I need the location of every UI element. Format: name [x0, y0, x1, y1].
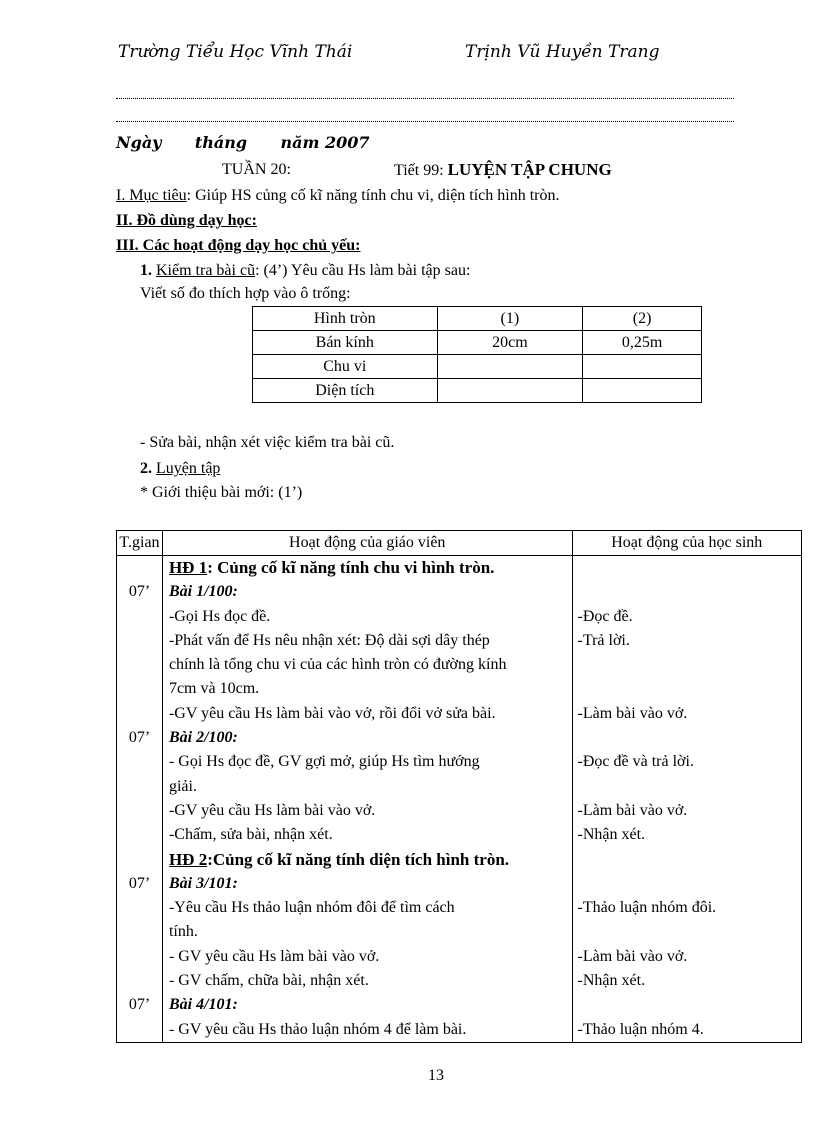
time-column	[117, 556, 163, 1043]
lesson-prefix: Tiết 99:	[394, 162, 448, 179]
student-line: -Nhận xét.	[577, 826, 646, 844]
practice-label: Luyện tập	[156, 460, 221, 477]
school-name: Trường Tiểu Học Vĩnh Thái	[118, 42, 353, 62]
student-line	[573, 920, 801, 944]
teacher-line: - GV yêu cầu Hs thảo luận nhóm 4 để làm bài.	[168, 1020, 467, 1038]
objective-text: : Giúp HS củng cố kĩ năng tính chu vi, diện tích hình tròn.	[186, 187, 560, 204]
activity-title: :Củng cố kĩ năng tính diện tích hình tròn.	[207, 849, 510, 869]
student-line	[573, 872, 801, 896]
activity-title: : Củng cố kĩ năng tính chu vi hình tròn.	[207, 558, 495, 577]
student-line	[573, 726, 801, 750]
time-cell: 07’	[128, 729, 151, 747]
teacher-line: -GV yêu cầu Hs làm bài vào vở, rồi đổi vở sửa bài.	[168, 704, 496, 722]
circle-table-cell	[583, 379, 702, 403]
practice-heading	[140, 459, 220, 479]
header-time: T.gian	[117, 531, 163, 556]
time-cell	[117, 848, 162, 872]
teacher-line: 7cm và 10cm.	[168, 680, 260, 698]
circle-table-cell: Diện tích	[253, 379, 438, 403]
objective-label: I. Mục tiêu	[116, 187, 187, 204]
time-cell	[117, 750, 162, 774]
teacher-name: Trịnh Vũ Huyền Trang	[465, 42, 660, 62]
time-cell	[117, 775, 162, 799]
time-cell: 07’	[128, 874, 151, 892]
circle-table-cell: Bán kính	[253, 331, 438, 355]
student-line: -Làm bài vào vở.	[577, 704, 688, 722]
time-cell	[117, 556, 162, 580]
student-column	[572, 556, 801, 1043]
activity-table	[116, 530, 802, 1043]
review-task: Viết số đo thích hợp vào ô trống:	[140, 285, 351, 302]
time-cell: 07’	[128, 996, 151, 1014]
circle-table-cell	[583, 355, 702, 379]
review-number: 1.	[140, 262, 156, 279]
time-cell	[117, 1018, 162, 1042]
header-student: Hoạt động của học sinh	[572, 531, 801, 556]
time-cell: 07’	[128, 583, 151, 601]
time-cell	[117, 677, 162, 701]
student-line	[573, 775, 801, 799]
student-line: -Nhận xét.	[577, 972, 646, 990]
lesson-date: Ngày tháng năm 2007	[116, 133, 370, 152]
time-cell	[117, 920, 162, 944]
student-line: -Thảo luận nhóm đôi.	[577, 899, 717, 917]
teacher-line: -Yêu cầu Hs thảo luận nhóm đôi để tìm cách	[168, 899, 455, 917]
review-heading	[140, 261, 470, 281]
circle-table-row	[253, 331, 702, 355]
circle-table-cell: Hình tròn	[253, 307, 438, 331]
circle-table-row	[253, 355, 702, 379]
time-cell	[117, 945, 162, 969]
circle-table	[252, 306, 702, 403]
header-teacher: Hoạt động của giáo viên	[162, 531, 572, 556]
circle-table-cell: 20cm	[437, 331, 583, 355]
review-fix: - Sửa bài, nhận xét việc kiểm tra bài cũ.	[140, 434, 395, 451]
time-cell	[117, 799, 162, 823]
teacher-line: tính.	[168, 923, 198, 941]
teacher-line: - GV chấm, chữa bài, nhận xét.	[168, 972, 369, 990]
review-label: Kiểm tra bài cũ	[156, 262, 256, 279]
student-line: -Trả lời.	[577, 631, 630, 649]
teacher-column	[162, 556, 572, 1043]
teacher-line: Bài 2/100:	[168, 729, 238, 747]
teacher-line: - GV yêu cầu Hs làm bài vào vở.	[168, 947, 380, 965]
student-line: -Đọc đề.	[577, 607, 633, 625]
student-line	[573, 556, 801, 580]
student-line	[573, 677, 801, 701]
section-objective	[116, 186, 560, 206]
teacher-line: -Gọi Hs đọc đề.	[168, 607, 271, 625]
circle-table-row	[253, 307, 702, 331]
week-label: TUẦN 20:	[222, 161, 291, 178]
student-line	[573, 580, 801, 604]
circle-table-cell: 0,25m	[583, 331, 702, 355]
time-cell	[117, 605, 162, 629]
teacher-line: - Gọi Hs đọc đề, GV gợi mở, giúp Hs tìm hướng	[168, 753, 480, 771]
time-cell	[117, 629, 162, 653]
circle-table-cell: (2)	[583, 307, 702, 331]
circle-table-cell: Chu vi	[253, 355, 438, 379]
teacher-line: -Phát vấn để Hs nêu nhận xét: Độ dài sợi dây thép	[168, 631, 490, 649]
circle-table-row	[253, 379, 702, 403]
teacher-line: -Chấm, sửa bài, nhận xét.	[168, 826, 333, 844]
teacher-line	[163, 556, 572, 580]
teacher-line: chính là tổng chu vi của các hình tròn có đường kính	[168, 656, 507, 674]
page-number: 13	[428, 1067, 444, 1084]
student-line: -Đọc đề và trả lời.	[577, 753, 694, 771]
teacher-line: Bài 3/101:	[168, 874, 238, 892]
student-line: -Làm bài vào vở.	[577, 947, 688, 965]
teacher-line: Bài 4/101:	[168, 996, 238, 1014]
practice-number: 2.	[140, 460, 156, 477]
time-cell	[117, 653, 162, 677]
circle-table-cell	[437, 355, 583, 379]
teacher-line: Bài 1/100:	[168, 583, 238, 601]
divider-dotted-2	[116, 121, 734, 122]
circle-table-cell: (1)	[437, 307, 583, 331]
time-cell	[117, 969, 162, 993]
student-line	[573, 653, 801, 677]
intro-new-lesson: * Giới thiệu bài mới: (1’)	[140, 484, 303, 501]
teacher-line: giải.	[168, 777, 197, 795]
student-line: -Làm bài vào vở.	[577, 801, 688, 819]
lesson-title	[394, 160, 612, 181]
activity-label: HĐ 1	[168, 558, 208, 577]
time-cell	[117, 823, 162, 847]
teacher-line	[163, 848, 572, 872]
teacher-line: -GV yêu cầu Hs làm bài vào vở.	[168, 801, 376, 819]
review-text: : (4’) Yêu cầu Hs làm bài tập sau:	[255, 262, 471, 279]
student-line: -Thảo luận nhóm 4.	[577, 1020, 704, 1038]
circle-table-cell	[437, 379, 583, 403]
time-cell	[117, 896, 162, 920]
section-activities: III. Các hoạt động dạy học chủ yếu:	[116, 237, 361, 254]
student-line	[573, 993, 801, 1017]
section-materials: II. Đồ dùng dạy học:	[116, 212, 257, 229]
divider-dotted-1	[116, 98, 734, 99]
activity-label: HĐ 2	[168, 849, 208, 869]
time-cell	[117, 702, 162, 726]
lesson-name: LUYỆN TẬP CHUNG	[447, 160, 612, 179]
student-line	[573, 848, 801, 872]
